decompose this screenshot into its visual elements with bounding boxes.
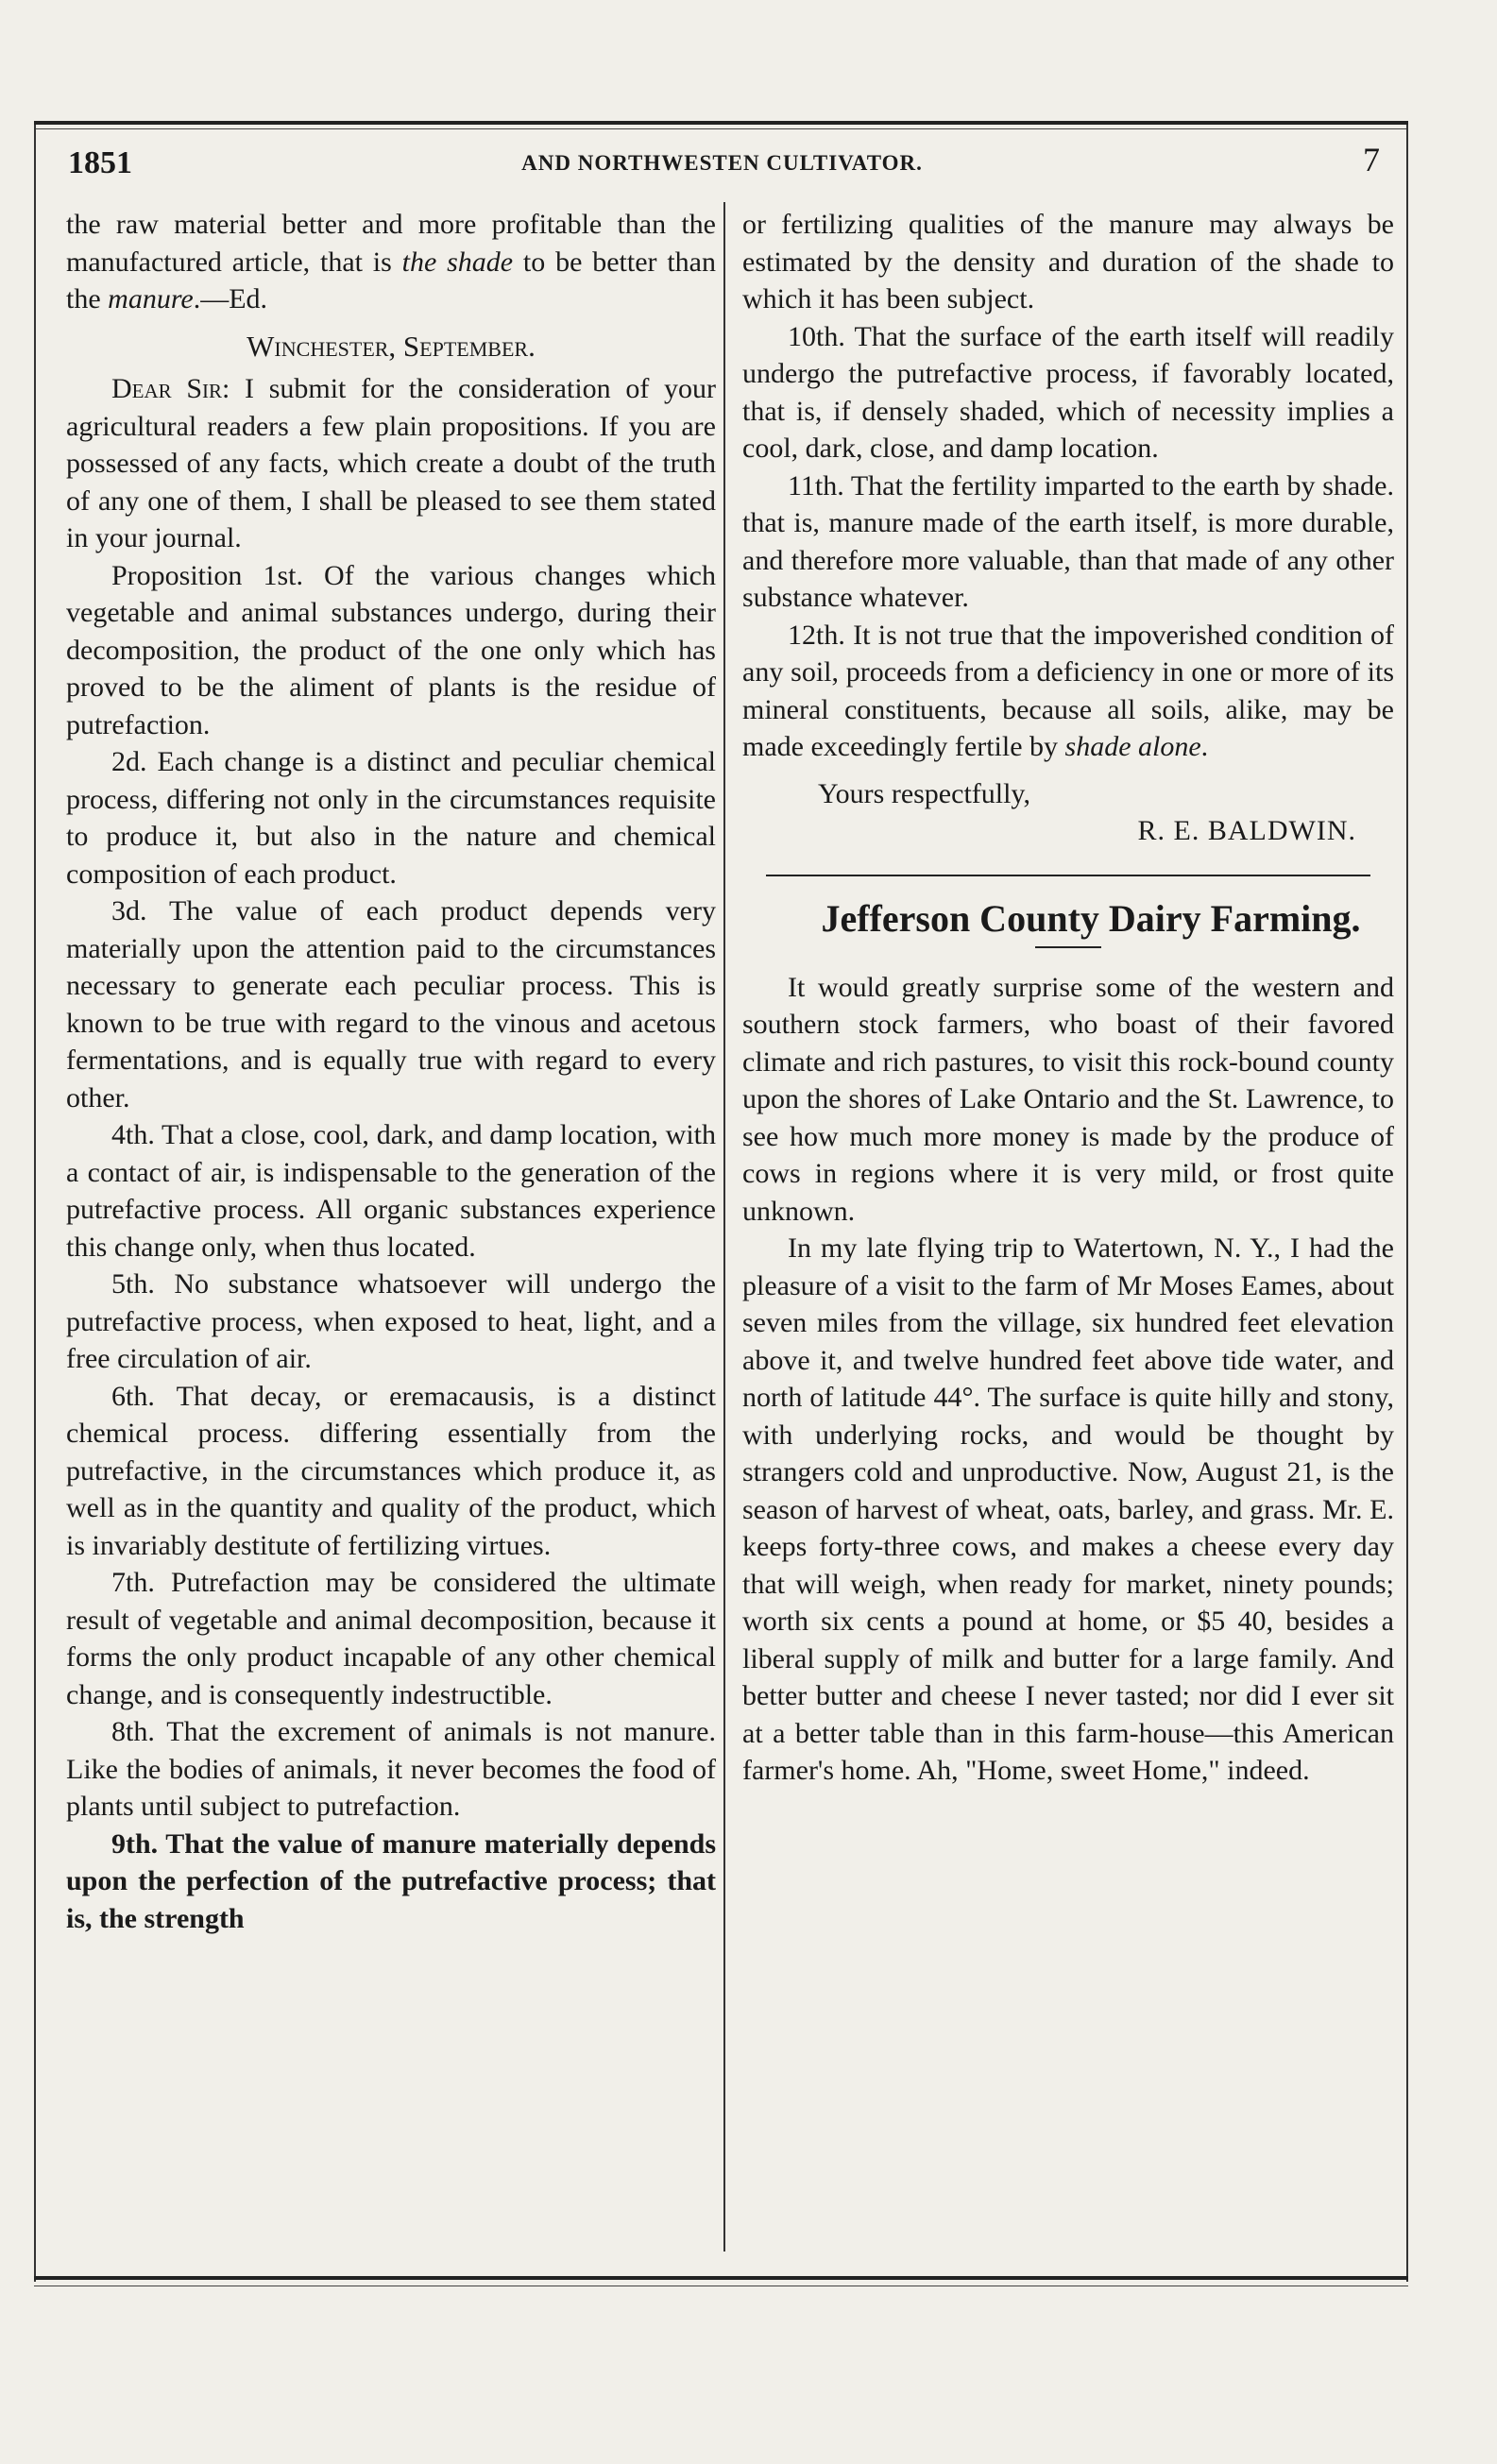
- article-title: Jefferson County Dairy Farming.: [821, 896, 1361, 940]
- header-year: 1851: [68, 145, 132, 180]
- left-border-rule: [34, 125, 36, 2282]
- proposition-3: 3d. The value of each product depends very materially upon the attention paid to the circumstances necessary to generate each peculiar process. This is known to be true with regard to the vinous and acetous fermentations, and is equally true with regard to every other.: [66, 895, 716, 1113]
- proposition-11: 11th. That the fertility imparted to the earth by shade. that is, manure made of the earth itself, is more durable, and therefore more valuable, than that made of any other substance whatever.: [742, 469, 1394, 613]
- proposition-6: 6th. That decay, or eremacausis, is a distinct chemical process. differing essentially from the putrefactive, in the circumstances which produce it, as well as in the quantity and quality of the product, which is invariably destitute of fertilizing virtues.: [66, 1380, 716, 1561]
- proposition-9: 9th. That the value of manure materially depends upon the perfection of the putrefactive process; that is, the strength: [66, 1827, 716, 1934]
- running-header: [53, 141, 1391, 202]
- proposition-8: 8th. That the excrement of animals is not manure. Like the bodies of animals, it never becomes the food of plants until subject to putrefaction.: [66, 1716, 716, 1822]
- letter-signature: R. E. BALDWIN.: [1137, 815, 1356, 846]
- editor-note: the raw material better and more profitable than the manufactured article, that is the shade to be better than the manure.—Ed.: [66, 209, 716, 314]
- dairy-paragraph-1: It would greatly surprise some of the western and southern stock farmers, who boast of their favored climate and rich pastures, to visit this rock-bound county upon the shores of Lake Ontario and the St. Lawrence, to see how much more money is made by the produce of cows in regions where it is very mild, or frost quite unknown.: [742, 971, 1394, 1227]
- proposition-5: 5th. No substance whatsoever will undergo the putrefactive process, when exposed to heat, light, and a free circulation of air.: [66, 1268, 716, 1374]
- bottom-border-rule: [34, 2276, 1408, 2280]
- proposition-2: 2d. Each change is a distinct and peculiar chemical process, differing not only in the circumstances requisite to produce it, but also in the nature and chemical composition of each product.: [66, 746, 716, 890]
- right-border-rule: [1406, 125, 1408, 2282]
- proposition-4: 4th. That a close, cool, dark, and damp location, with a contact of air, is indispensable to the generation of the putrefactive process. All organic substances experience this change only, when thus located.: [66, 1119, 716, 1263]
- letter-dateline: Winchester, September.: [247, 329, 536, 363]
- proposition-9-continued: or fertilizing qualities of the manure may always be estimated by the density and duration of the shade to which it has been subject.: [742, 209, 1394, 314]
- proposition-7: 7th. Putrefaction may be considered the ultimate result of vegetable and animal decomposition, because it forms the only product incapable of any other chemical change, and is consequently indestructible.: [66, 1567, 716, 1710]
- right-column: [742, 206, 1394, 1790]
- section-divider: [766, 875, 1370, 876]
- proposition-12: 12th. It is not true that the impoverished condition of any soil, proceeds from a deficiency in one or more of its mineral constituents, because all soils, alike, may be made exceedingly fertile by shade alone.: [742, 619, 1394, 762]
- title-underline: [1035, 946, 1101, 948]
- column-divider: [723, 202, 725, 2252]
- page-number: 7: [1363, 141, 1380, 178]
- header-title: AND NORTHWESTEN CULTIVATOR.: [521, 151, 923, 175]
- top-border-rule-thin: [34, 128, 1408, 129]
- proposition-1: Proposition 1st. Of the various changes which vegetable and animal substances undergo, during their decomposition, the product of the one only which has proved to be the aliment of plants is the residue of putrefaction.: [66, 559, 716, 740]
- top-border-rule: [34, 121, 1408, 125]
- proposition-10: 10th. That the surface of the earth itself will readily undergo the putrefactive process, if favorably located, that is, if densely shaded, which of necessity implies a cool, dark, close, and damp location.: [742, 320, 1394, 464]
- newspaper-page: [34, 111, 1408, 2321]
- letter-closing: Yours respectfully,: [818, 777, 1030, 809]
- salutation: Dear Sir: [111, 373, 223, 404]
- letter-opening: Dear Sir: I submit for the consideration of your agricultural readers a few plain propositions. If you are possessed of any facts, which create a doubt of the truth of any one of them, I shall be pleased to see them stated in your journal.: [66, 373, 716, 553]
- left-column: [66, 206, 716, 1937]
- dairy-paragraph-2: In my late flying trip to Watertown, N. Y., I had the pleasure of a visit to the farm of Mr Moses Eames, about seven miles from the village, six hundred feet elevation above it, and twelve hundred feet above tide water, and north of latitude 44°. The surface is quite hilly and stony, with underlying rocks, and would be thought by strangers cold and unproductive. Now, August 21, is the season of harvest of wheat, oats, barley, and grass. Mr. E. keeps forty-three cows, and makes a cheese every day that will weigh, when ready for market, ninety pounds; worth six cents a pound at home, or $5 40, besides a liberal supply of milk and butter for a large family. And better butter and cheese I never tasted; nor did I ever sit at a better table than in this farm-house—this American farmer's home. Ah, "Home, sweet Home," indeed.: [742, 1232, 1394, 1786]
